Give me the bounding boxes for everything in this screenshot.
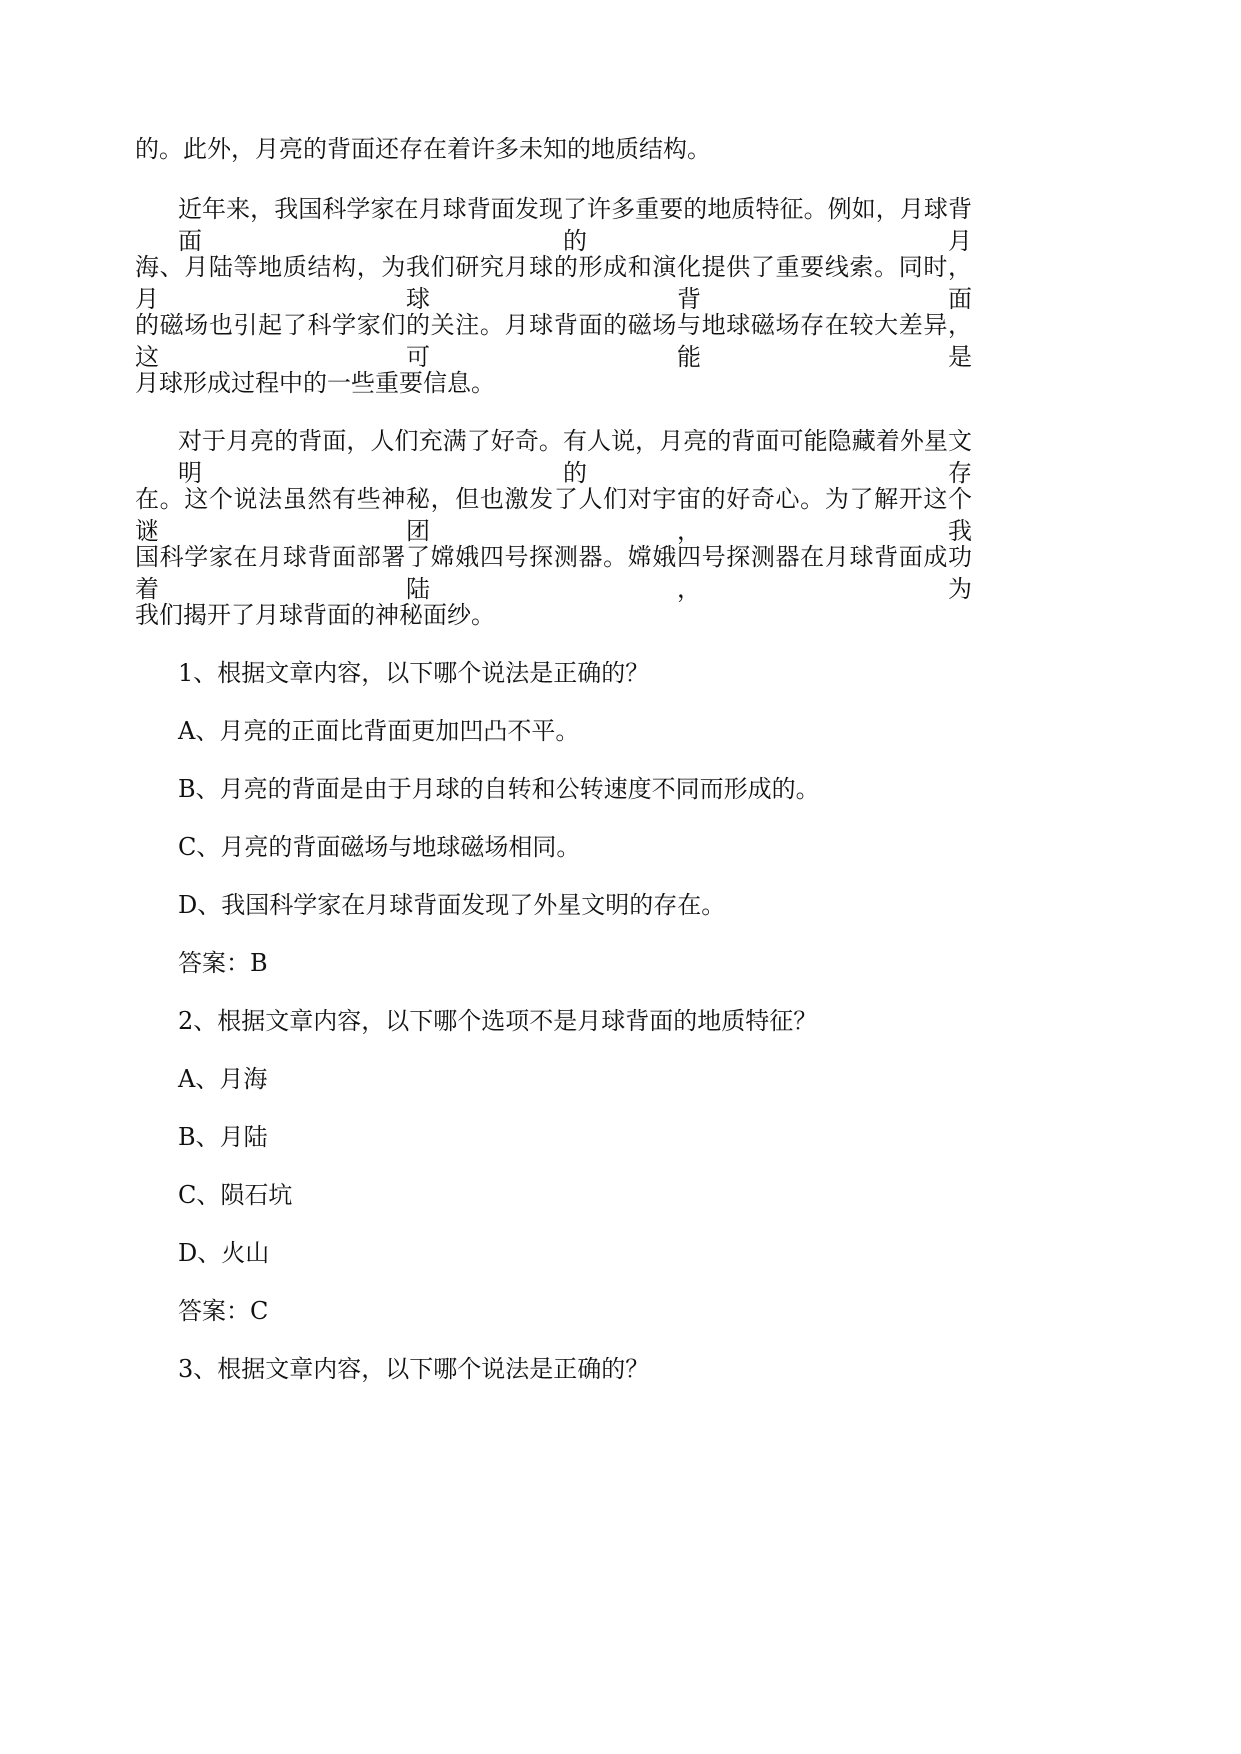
- paragraph-text: 在。这个说法虽然有些神秘，但也激发了人们对宇宙的好奇心。为了解开这个谜团，我: [135, 485, 972, 545]
- paragraph-text: 近年来，我国科学家在月球背面发现了许多重要的地质特征。例如，月球背面的月: [178, 195, 972, 255]
- option-text: C、陨石坑: [178, 1181, 293, 1209]
- option-text: C、月亮的背面磁场与地球磁场相同。: [178, 833, 581, 861]
- paragraph-text: 月球形成过程中的一些重要信息。: [135, 369, 495, 397]
- question-text: 1、根据文章内容，以下哪个说法是正确的？: [178, 659, 650, 687]
- answer-text: 答案：C: [178, 1297, 269, 1325]
- paragraph-text: 的磁场也引起了科学家们的关注。月球背面的磁场与地球磁场存在较大差异，这可能是: [135, 311, 972, 371]
- paragraph-text: 对于月亮的背面，人们充满了好奇。有人说，月亮的背面可能隐藏着外星文明的存: [178, 427, 972, 487]
- paragraph-text: 国科学家在月球背面部署了嫦娥四号探测器。嫦娥四号探测器在月球背面成功着陆，为: [135, 543, 972, 603]
- option-text: D、我国科学家在月球背面发现了外星文明的存在。: [178, 891, 726, 919]
- answer-text: 答案：B: [178, 949, 268, 977]
- option-text: A、月亮的正面比背面更加凹凸不平。: [178, 717, 580, 745]
- option-text: B、月陆: [178, 1123, 268, 1151]
- option-text: A、月海: [178, 1065, 268, 1093]
- paragraph-text: 我们揭开了月球背面的神秘面纱。: [135, 601, 495, 629]
- option-text: B、月亮的背面是由于月球的自转和公转速度不同而形成的。: [178, 775, 820, 803]
- option-text: D、火山: [178, 1239, 270, 1267]
- paragraph-text: 的。此外，月亮的背面还存在着许多未知的地质结构。: [135, 135, 711, 163]
- paragraph-text: 海、月陆等地质结构，为我们研究月球的形成和演化提供了重要线索。同时，月球背面: [135, 253, 972, 313]
- question-text: 2、根据文章内容，以下哪个选项不是月球背面的地质特征？: [178, 1007, 818, 1035]
- question-text: 3、根据文章内容，以下哪个说法是正确的？: [178, 1355, 650, 1383]
